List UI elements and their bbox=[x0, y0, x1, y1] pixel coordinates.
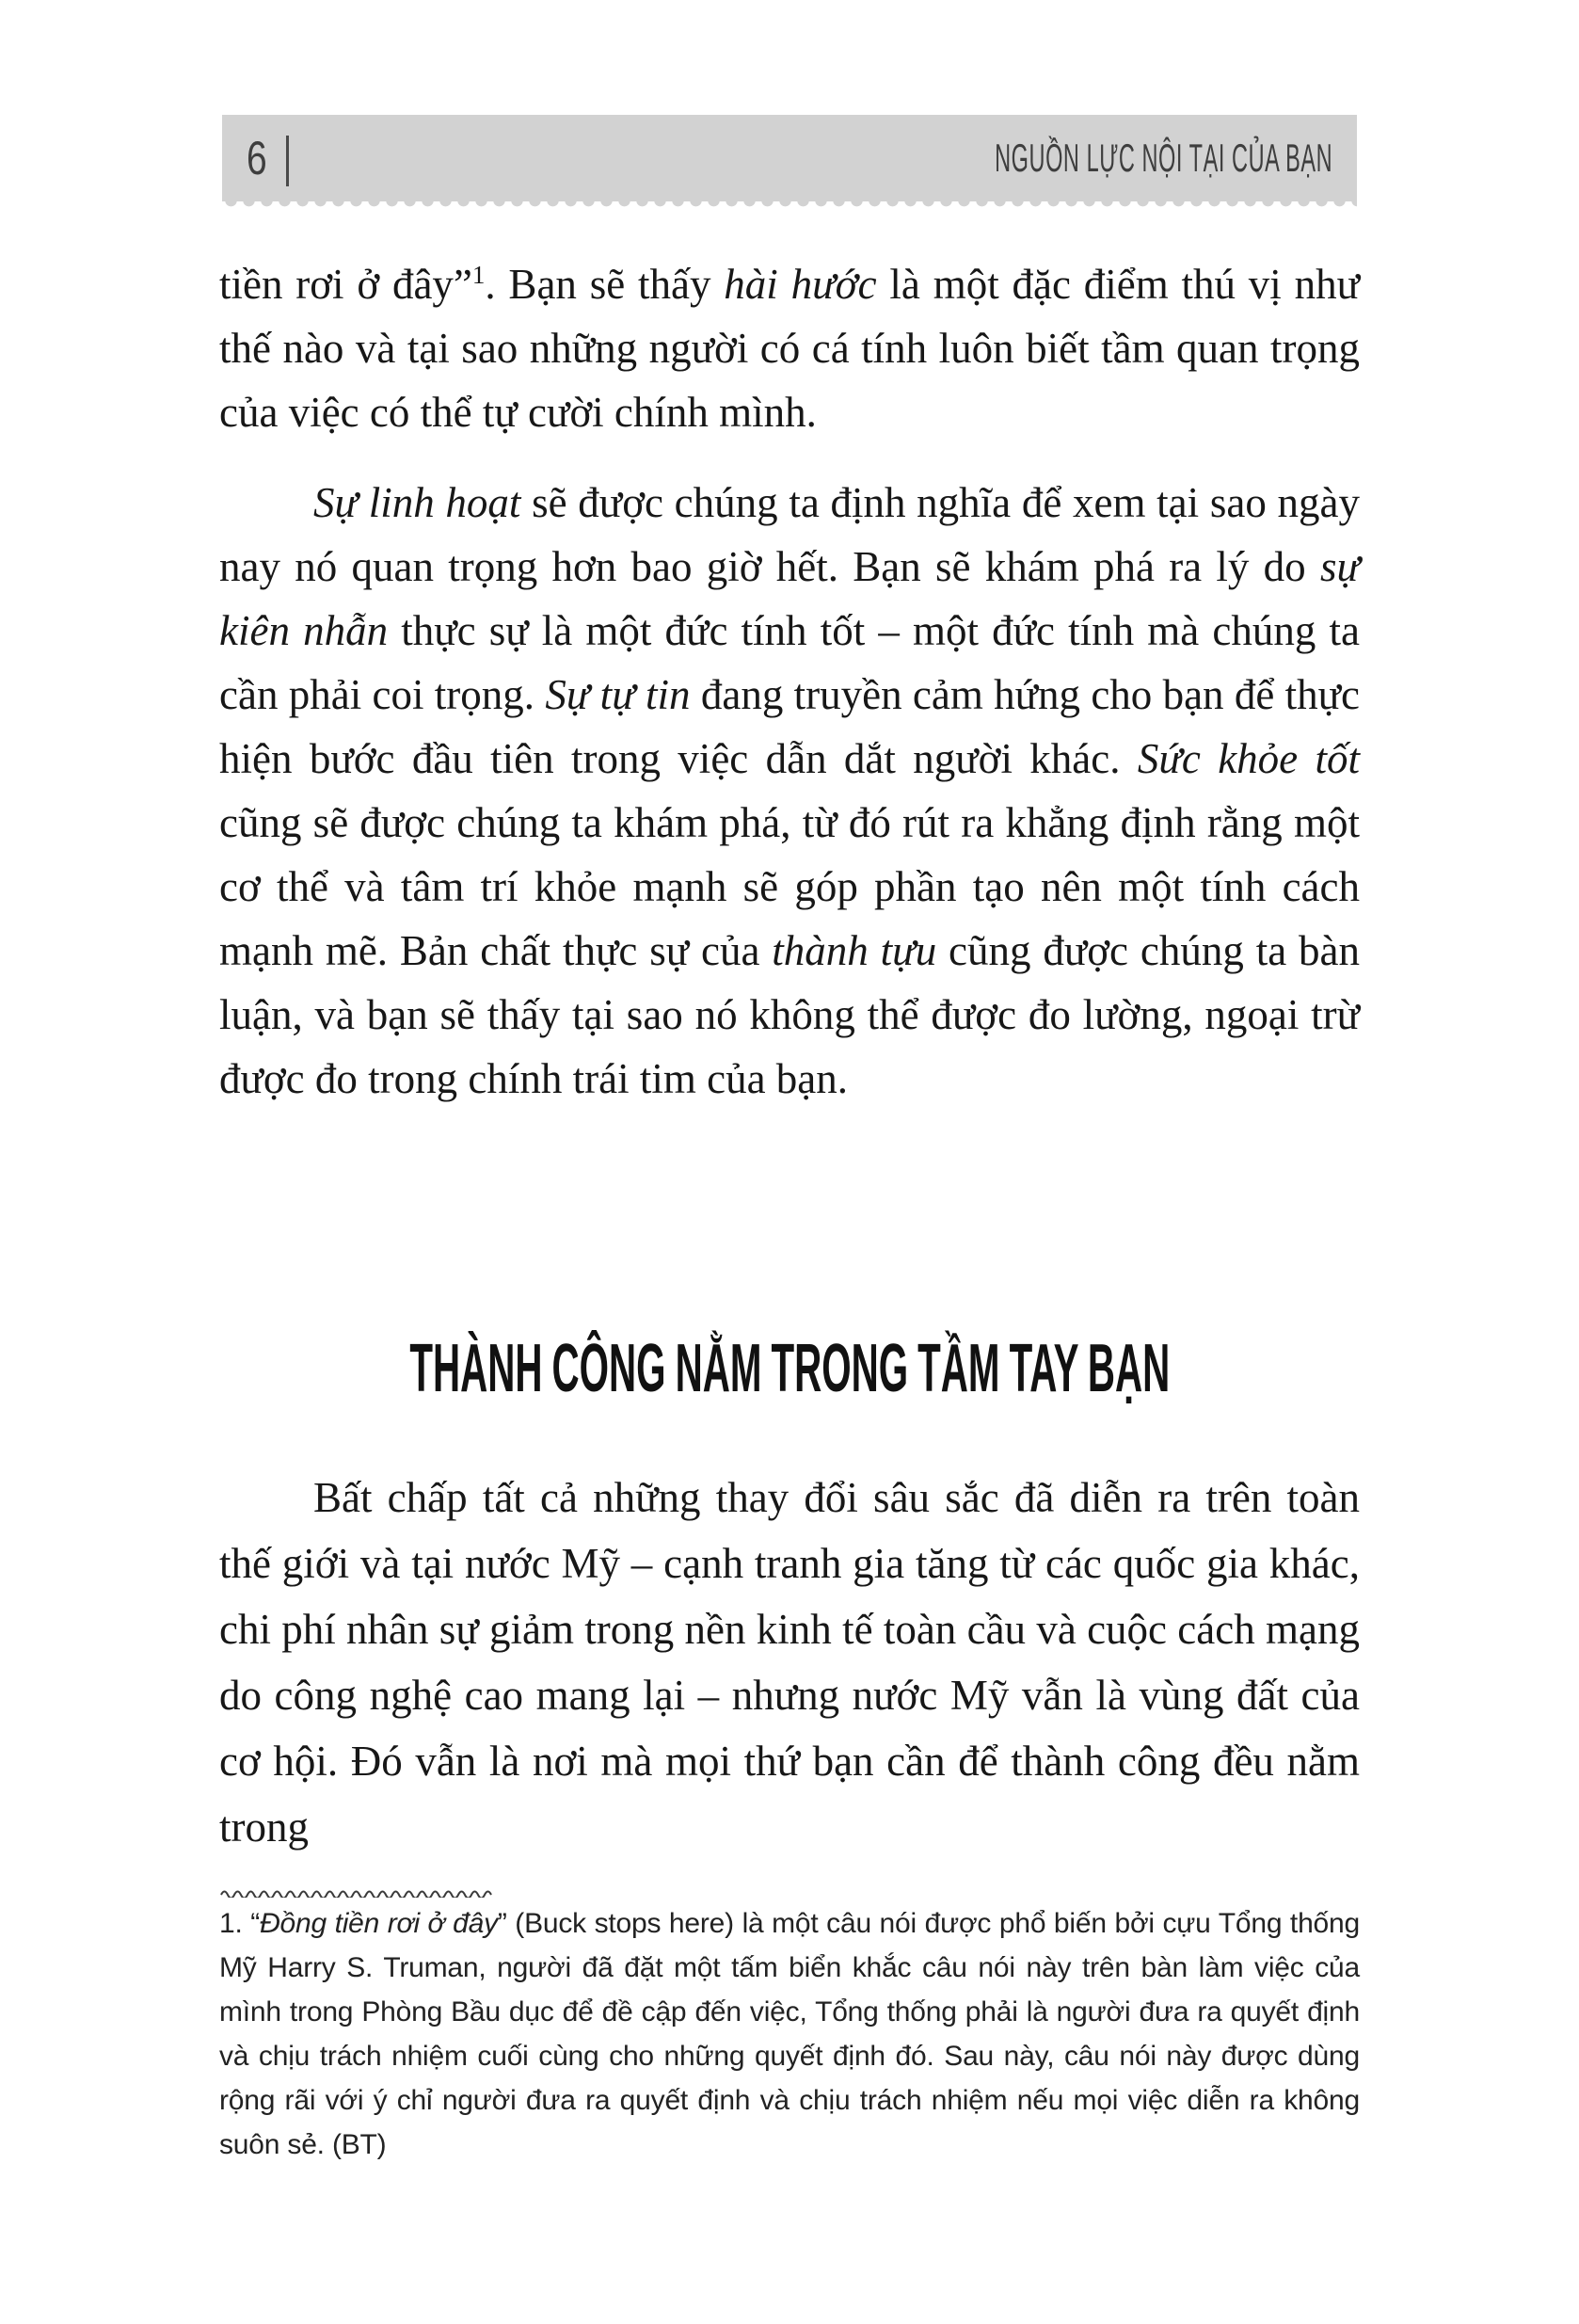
footnote bbox=[219, 1901, 1360, 2167]
footnote-text: 1. “Đồng tiền rơi ở đây” (Buck stops here) là một câu nói được phổ biến bởi cựu Tổng thống Mỹ Harry S. Truman, người đã đặt một tấm biển khắc câu nói này trên bàn làm việc của mình trong Phòng Bầu dục để đề cập đến việc, Tổng thống phải là người đưa ra quyết định và chịu trách nhiệm cuối cùng cho những quyết định đó. Sau này, câu nói này được dùng rộng rãi với ý chỉ người đưa ra quyết định và chịu trách nhiệm nếu mọi việc diễn ra không suôn sẻ. (BT) bbox=[219, 1908, 1361, 2160]
running-header-bar bbox=[222, 115, 1357, 201]
running-head-title: NGUỒN LỰC NỘI TẠI CỦA BẠN bbox=[994, 136, 1332, 180]
section-heading-text: THÀNH CÔNG NẰM TRONG TẦM TAY BẠN bbox=[409, 1331, 1170, 1406]
body-paragraph-2: Sự linh hoạt sẽ được chúng ta định nghĩa để xem tại sao ngày nay nó quan trọng hơn bao giờ hết. Bạn sẽ khám phá ra lý do sự kiên nhẫn thực sự là một đức tính tốt – một đức tính mà chúng ta cần phải coi trọng. Sự tự tin đang truyền cảm hứng cho bạn để thực hiện bước đầu tiên trong việc dẫn dắt người khác. Sức khỏe tốt cũng sẽ được chúng ta khám phá, từ đó rút ra khẳng định rằng một cơ thể và tâm trí khỏe mạnh sẽ góp phần tạo nên một tính cách mạnh mẽ. Bản chất thực sự của thành tựu cũng được chúng ta bàn luận, và bạn sẽ thấy tại sao nó không thể được đo lường, ngoại trừ được đo trong chính trái tim của bạn. bbox=[219, 479, 1361, 1102]
section-heading bbox=[0, 1329, 1579, 1427]
page-number-divider bbox=[286, 136, 289, 186]
header-scallop-edge bbox=[222, 200, 1357, 209]
body-text-block bbox=[219, 252, 1360, 1111]
body-paragraph-1: tiền rơi ở đây”$^1$. Bạn sẽ thấy hài hước là một đặc điểm thú vị như thế nào và tại sao những người có cá tính luôn biết tầm quan trọng của việc có thể tự cười chính mình. bbox=[219, 261, 1360, 436]
body-paragraph-3: Bất chấp tất cả những thay đổi sâu sắc đã diễn ra trên toàn thế giới và tại nước Mỹ – cạnh tranh gia tăng từ các quốc gia khác, chi phí nhân sự giảm trong nền kinh tế toàn cầu và cuộc cách mạng do công nghệ cao mang lại – nhưng nước Mỹ vẫn là vùng đất của cơ hội. Đó vẫn là nơi mà mọi thứ bạn cần để thành công đều nằm trong bbox=[219, 1474, 1360, 1851]
body-text-block-2 bbox=[219, 1465, 1360, 1860]
page-number: 6 bbox=[247, 132, 267, 184]
footnote-squiggle-divider bbox=[220, 1886, 504, 1898]
